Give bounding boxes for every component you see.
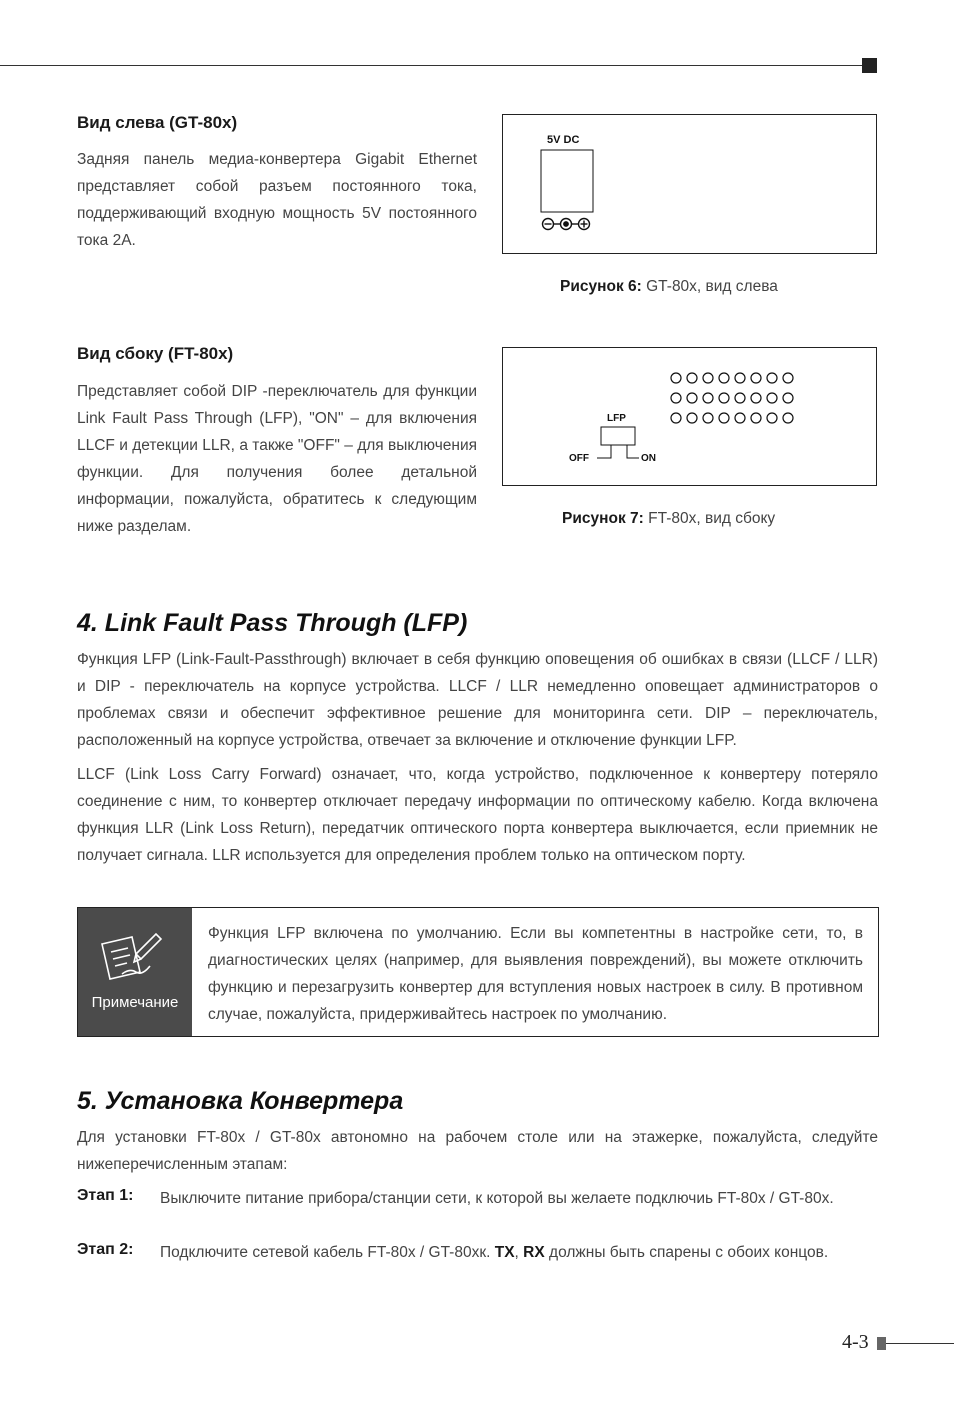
step-2-rx: RX	[523, 1244, 545, 1261]
dip-switch	[601, 427, 635, 445]
step-2-label: Этап 2:	[77, 1241, 134, 1258]
vent-hole	[703, 413, 713, 423]
page-number: 4-3	[842, 1331, 869, 1353]
section-5-intro: Для установки FT-80x / GT-80x автономно на рабочем столе или на этажерке, пожалуйста, следуйте нижеперечисленным этапам:	[77, 1129, 878, 1173]
vent-hole	[719, 393, 729, 403]
polarity-symbol	[543, 219, 590, 230]
top-corner-marker	[862, 58, 877, 73]
vent-hole	[687, 413, 697, 423]
left-view-paragraph: Задняя панель медиа-конвертера Gigabit Ethernet представляет собой разъем постоянного тока, поддерживающий входную мощность 5V постоянного тока 2A.	[77, 151, 477, 249]
vent-hole	[767, 413, 777, 423]
vent-hole	[751, 373, 761, 383]
vent-hole	[719, 373, 729, 383]
vent-hole	[783, 393, 793, 403]
step-2-text	[160, 1239, 878, 1266]
side-view-paragraph: Представляет собой DIP -переключатель для функции Link Fault Pass Through (LFP), "ON" – для включения LLCF и детекции LLR, а также "OFF" – для выключения функции. Для получения более детальной информации, пожалуйста, обратитесь к следующим ниже разделам.	[77, 383, 477, 535]
vent-hole	[703, 393, 713, 403]
vent-hole	[719, 413, 729, 423]
vent-hole	[751, 393, 761, 403]
on-label: ON	[641, 453, 656, 464]
vent-hole	[783, 373, 793, 383]
top-rule	[0, 65, 868, 66]
step-2-text-a: Подключите сетевой кабель FT-80x / GT-80xк.	[160, 1244, 491, 1261]
lfp-label: LFP	[607, 413, 626, 424]
vent-hole	[703, 373, 713, 383]
section-4-paragraph-2: LLCF (Link Loss Carry Forward) означает, что, когда устройство, подключенное к конвертеру потеряло соединение с ним, то конвертер отключает передачу информации по оптическому кабелю. Когда включена функция LLR (Link Loss Return), передатчик оптического порта конвертера выключается, если приемник не получает сигнала. LLR используется для определения проблем только на оптическом порту.	[77, 766, 878, 864]
ventilation-holes	[671, 373, 793, 423]
footer-marker	[877, 1337, 886, 1350]
on-lead	[627, 445, 639, 458]
figure-6-caption-prefix: Рисунок 6:	[560, 278, 642, 295]
figure-7-caption	[562, 510, 775, 528]
off-label: OFF	[569, 453, 589, 464]
note-box	[77, 907, 879, 1037]
step-1-label: Этап 1:	[77, 1187, 134, 1204]
section-4-paragraph-1: Функция LFP (Link-Fault-Passthrough) включает в себя функцию оповещения об ошибках в связи (LLCF / LLR) и DIP - переключатель на корпусе устройства. LLCF / LLR немедленно оповещает администраторов о проблемах связи и обеспечит эффективное решение для мониторинга сети. DIP – переключатель, расположенный на корпусе устройства, отвечает за включение и отключение функции LFP.	[77, 651, 878, 749]
vent-hole	[687, 373, 697, 383]
note-text: Функция LFP включена по умолчанию. Если вы компетентны в настройке сети, то, в диагностических целях (например, для выявления повреждений), вы можете отключить функцию и перезагрузить конвертер для вступления новых настроек в силу. В противном случае, пожалуйста, придерживайтесь настроек по умолчанию.	[208, 925, 863, 1023]
vent-hole	[671, 373, 681, 383]
note-sidebar	[78, 908, 192, 1036]
vent-hole	[671, 393, 681, 403]
dip-switch-diagram	[503, 348, 876, 485]
step-2-tx: TX	[494, 1244, 515, 1261]
figure-7-caption-prefix: Рисунок 7:	[562, 510, 644, 527]
vent-hole	[783, 413, 793, 423]
vent-hole	[767, 373, 777, 383]
vent-hole	[687, 393, 697, 403]
off-lead	[597, 445, 611, 458]
vent-hole	[767, 393, 777, 403]
note-label: Примечание	[91, 994, 179, 1011]
vent-hole	[735, 413, 745, 423]
step-1-text: Выключите питание прибора/станции сети, к которой вы желаете подключиь FT-80x / GT-80x.	[160, 1190, 834, 1207]
vent-hole	[735, 393, 745, 403]
note-pen-icon	[78, 908, 192, 988]
figure-7-caption-text: FT-80x, вид сбоку	[648, 510, 776, 527]
section-5-title: 5. Установка Конвертера	[77, 1087, 404, 1115]
footer-rule	[886, 1343, 954, 1344]
vent-hole	[735, 373, 745, 383]
left-view-heading: Вид слева (GT-80x)	[77, 113, 238, 132]
section-4-title: 4. Link Fault Pass Through (LFP)	[77, 609, 468, 637]
figure-7-side-view	[502, 347, 877, 486]
vent-hole	[671, 413, 681, 423]
step-2-text-b: должны быть спарены с обоих концов.	[549, 1244, 829, 1261]
dc-jack-diagram	[503, 115, 876, 253]
figure-6-caption-text: GT-80x, вид слева	[646, 278, 778, 295]
dc-jack-body	[541, 150, 593, 212]
figure-6-label: 5V DC	[547, 134, 580, 146]
side-view-heading: Вид сбоку (FT-80x)	[77, 344, 234, 363]
figure-6-caption	[560, 278, 778, 296]
figure-6-left-view	[502, 114, 877, 254]
vent-hole	[751, 413, 761, 423]
step-2-separator: ,	[514, 1244, 519, 1261]
